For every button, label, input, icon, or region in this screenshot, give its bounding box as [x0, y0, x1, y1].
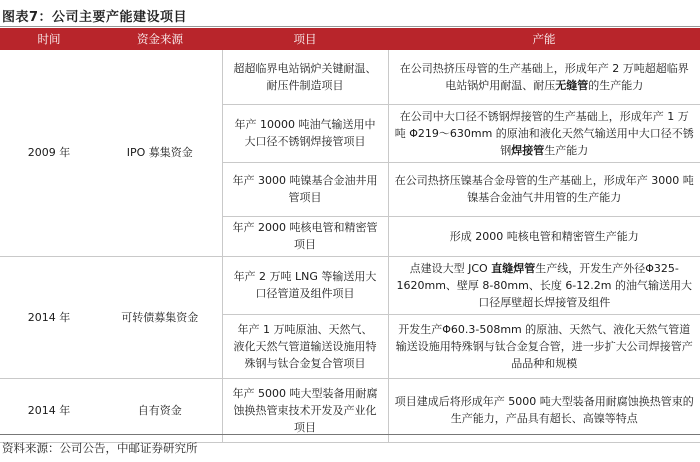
table-body — [0, 50, 700, 442]
cell-project: 超超临界电站锅炉关键耐温、耐压件制造项目 — [222, 50, 388, 104]
title-rule — [0, 26, 700, 27]
cell-project: 年产 10000 吨油气输送用中大口径不锈钢焊接管项目 — [222, 104, 388, 162]
capacity-text-bold: 焊接管 — [511, 143, 545, 157]
header-funding-source: 资金来源 — [98, 28, 222, 50]
capacity-text: 项目建成后将形成年产 5000 吨大型装备用耐腐蚀换热管束的生产能力，产品具有超长、高镍等特点 — [394, 395, 694, 425]
cell-capacity — [388, 162, 700, 216]
cell-time: 2014 年 — [0, 256, 98, 378]
header-capacity: 产能 — [388, 28, 700, 50]
footer-rule — [0, 434, 700, 435]
capacity-text: 在公司热挤压镍基合金母管的生产基础上，形成年产 3000 吨镍基合金油气井用管的生产能力 — [394, 174, 694, 204]
capacity-text-bold: 直缝焊管 — [491, 261, 536, 275]
capacity-text: 点建设大型 JCO — [409, 261, 492, 275]
cell-project: 年产 2000 吨核电管和精密管项目 — [222, 216, 388, 256]
cell-funding-source: 自有资金 — [98, 378, 222, 442]
cell-funding-source: 可转债募集资金 — [98, 256, 222, 378]
source-note: 资料来源：公司公告，中邮证券研究所 — [2, 441, 198, 455]
table-row — [0, 256, 700, 314]
capacity-table — [0, 28, 700, 443]
header-row — [0, 28, 700, 50]
table-row — [0, 378, 700, 442]
capacity-text: 在公司中大口径不锈钢焊接管的生产基础上，形成年产 1 万吨 Φ219～630mm 的原油和液化天然气输送用中大口径不锈钢 — [394, 109, 694, 157]
cell-capacity — [388, 314, 700, 378]
capacity-text: 的生产能力 — [588, 78, 644, 92]
cell-project: 年产 5000 吨大型装备用耐腐蚀换热管束技术开发及产业化项目 — [222, 378, 388, 442]
capacity-text-bold: 无缝管 — [555, 78, 589, 92]
cell-time: 2009 年 — [0, 50, 98, 256]
header-time: 时间 — [0, 28, 98, 50]
capacity-text: 生产能力 — [544, 143, 589, 157]
cell-funding-source: IPO 募集资金 — [98, 50, 222, 256]
cell-capacity — [388, 104, 700, 162]
capacity-text: 形成 2000 吨核电管和精密管生产能力 — [449, 229, 639, 243]
cell-project: 年产 2 万吨 LNG 等输送用大口径管道及组件项目 — [222, 256, 388, 314]
cell-capacity — [388, 256, 700, 314]
cell-project: 年产 3000 吨镍基合金油井用管项目 — [222, 162, 388, 216]
cell-project: 年产 1 万吨原油、天然气、液化天然气管道输送设施用特殊钢与钛合金复合管项目 — [222, 314, 388, 378]
capacity-text: 生产线，开发生产外径Φ325-1620mm、壁厚 8-80mm、长度 6-12.2m 的油气输送用大口径厚壁超长焊接管及组件 — [396, 261, 692, 309]
capacity-text: 开发生产Φ60.3-508mm 的原油、天然气、液化天然气管道输送设施用特殊钢与钛合金复合管，进一步扩大公司焊接管产品品种和规模 — [395, 322, 693, 370]
cell-capacity — [388, 378, 700, 442]
table-row — [0, 50, 700, 104]
figure-title: 图表7：公司主要产能建设项目 — [2, 10, 188, 25]
cell-capacity — [388, 50, 700, 104]
capacity-text: 在公司热挤压母管的生产基础上，形成年产 2 万吨超超临界电站锅炉用耐温、耐压 — [399, 61, 689, 92]
header-project: 项目 — [222, 28, 388, 50]
cell-capacity — [388, 216, 700, 256]
cell-time: 2014 年 — [0, 378, 98, 442]
